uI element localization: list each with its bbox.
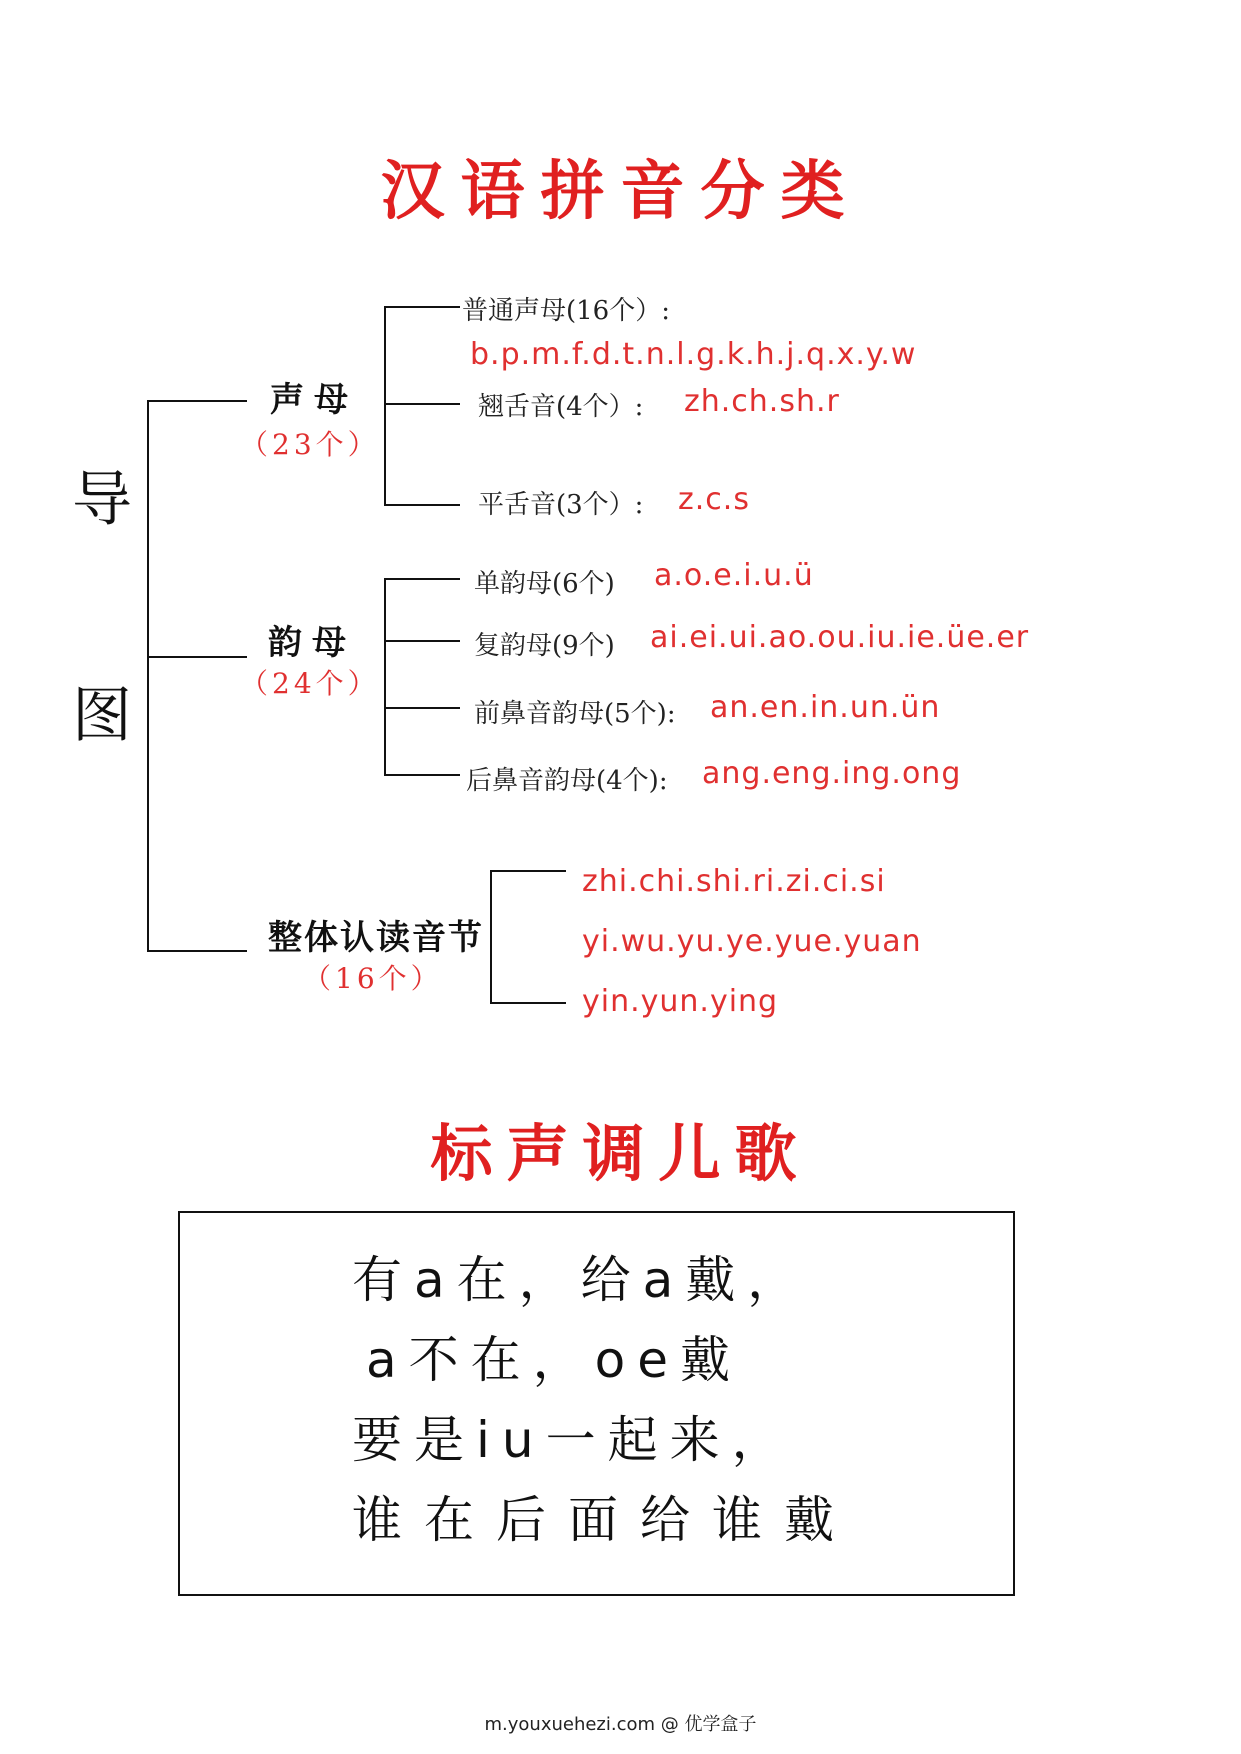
- branch-shengmu-line: [147, 400, 247, 402]
- yunmu-group-label: 复韵母(9个): [474, 631, 615, 661]
- side-label-bottom: 图: [72, 681, 132, 751]
- yunmu-group-label: 前鼻音韵母(5个):: [474, 699, 676, 729]
- shengmu-group-label: 普通声母(16个）:: [462, 296, 670, 326]
- footer-watermark: m.youxuehezi.com @ 优学盒子: [484, 1714, 757, 1735]
- branch-yunmu-line: [147, 656, 247, 658]
- yunmu-bracket-3: [384, 707, 460, 709]
- yunmu-title: 韵母: [268, 623, 356, 663]
- yunmu-group-letters: ang.eng.ing.ong: [702, 756, 962, 791]
- shengmu-group-letters: b.p.m.f.d.t.n.l.g.k.h.j.q.x.y.w: [470, 337, 917, 372]
- poem-line: a不在，oe戴: [366, 1331, 742, 1389]
- shengmu-bracket-vertical: [384, 306, 386, 506]
- zhengti-bracket-top: [490, 870, 566, 872]
- yunmu-group-letters: an.en.in.un.ün: [710, 690, 941, 725]
- zhengti-title: 整体认读音节: [268, 918, 484, 958]
- zhengti-row: yin.yun.ying: [582, 984, 779, 1019]
- main-vertical-line: [147, 400, 149, 952]
- zhengti-row: yi.wu.yu.ye.yue.yuan: [582, 924, 922, 959]
- poem-line: 谁在后面给谁戴: [352, 1491, 856, 1549]
- shengmu-group-label: 平舌音(3个）:: [478, 490, 644, 520]
- song-title: 标声调儿歌: [430, 1117, 811, 1190]
- shengmu-group-label: 翘舌音(4个）:: [478, 392, 644, 422]
- yunmu-group-label: 后鼻音韵母(4个):: [466, 766, 668, 796]
- shengmu-group-letters: z.c.s: [678, 482, 750, 517]
- poem-line: 要是iu一起来，: [352, 1411, 794, 1469]
- zhengti-bracket-bottom: [490, 1002, 566, 1004]
- yunmu-bracket-2: [384, 640, 460, 642]
- yunmu-bracket-bottom: [384, 774, 460, 776]
- poem-line: 有a在，给a戴，: [352, 1251, 810, 1309]
- yunmu-group-label: 单韵母(6个): [474, 569, 615, 599]
- shengmu-count: （23个）: [240, 428, 380, 461]
- yunmu-group-letters: ai.ei.ui.ao.ou.iu.ie.üe.er: [650, 620, 1030, 655]
- zhengti-count: （16个）: [303, 962, 443, 995]
- shengmu-bracket-bottom: [384, 504, 460, 506]
- yunmu-count: （24个）: [240, 667, 380, 700]
- branch-zhengti-line: [147, 950, 247, 952]
- shengmu-bracket-top: [384, 306, 460, 308]
- zhengti-row: zhi.chi.shi.ri.zi.ci.si: [582, 864, 886, 899]
- page-title: 汉语拼音分类: [380, 154, 861, 229]
- side-label-top: 导: [72, 465, 132, 535]
- yunmu-bracket-vertical: [384, 578, 386, 776]
- yunmu-group-letters: a.o.e.i.u.ü: [654, 558, 814, 593]
- shengmu-title: 声母: [270, 380, 358, 420]
- shengmu-bracket-mid: [384, 403, 460, 405]
- yunmu-bracket-top: [384, 578, 460, 580]
- zhengti-bracket-vertical: [490, 870, 492, 1004]
- shengmu-group-letters: zh.ch.sh.r: [684, 384, 840, 419]
